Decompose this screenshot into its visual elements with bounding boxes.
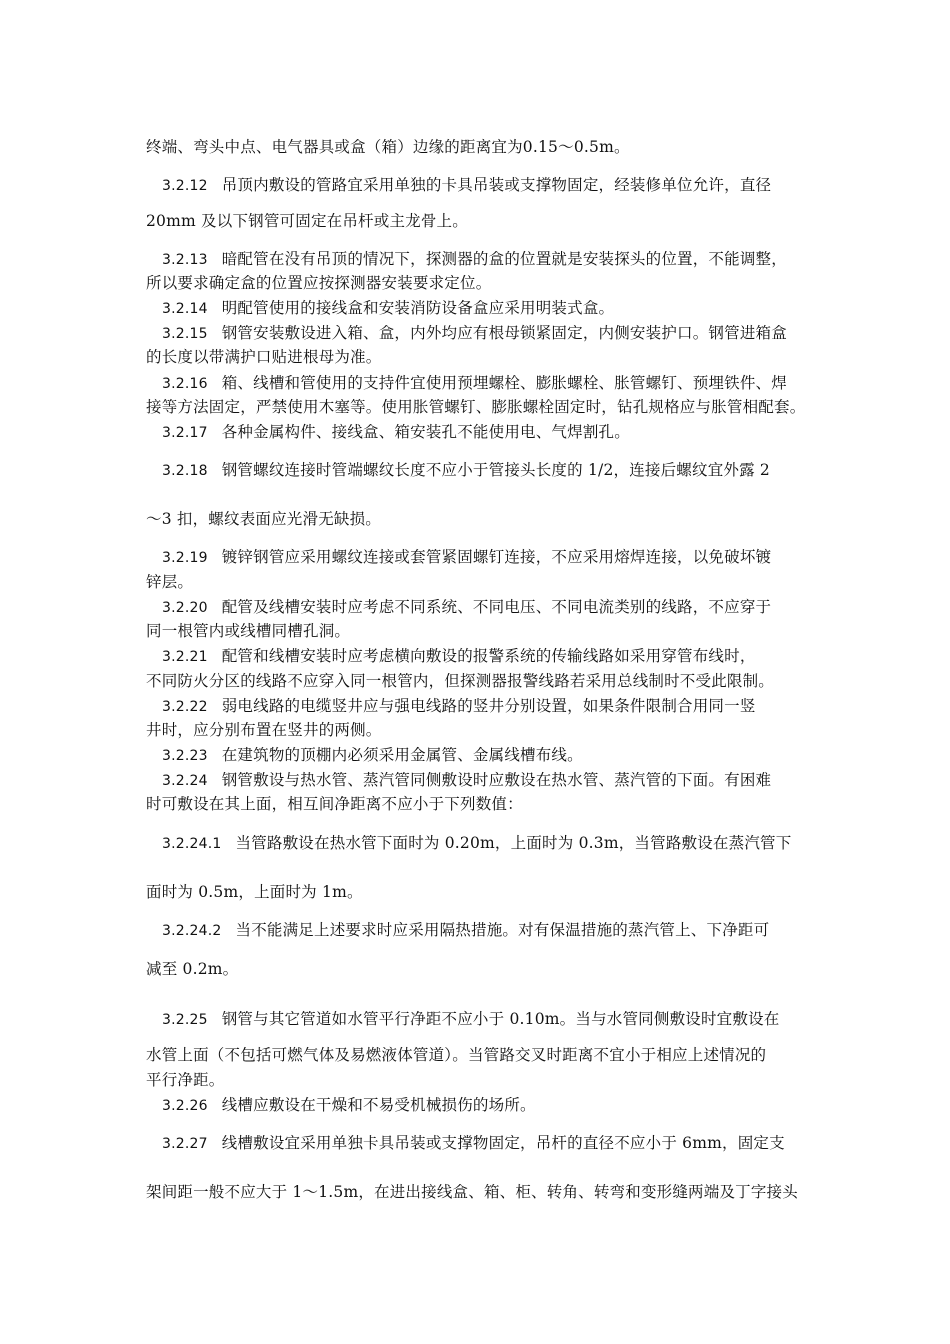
clause-number: 3.2.22 (162, 699, 208, 715)
clause-3-2-16: 3.2.16 箱、线槽和管使用的支持件宜使用预埋螺栓、膨胀螺栓、胀管螺钉、预埋铁件、焊 (162, 374, 787, 392)
clause-3-2-14: 3.2.14 明配管使用的接线盒和安装消防设备盒应采用明装式盒。 (162, 299, 615, 317)
clause-number: 3.2.17 (162, 425, 208, 441)
clause-number: 3.2.15 (162, 326, 208, 342)
text-line: 平行净距。 (146, 1071, 225, 1089)
clause-3-2-17: 3.2.17 各种金属构件、接线盒、箱安装孔不能使用电、气焊割孔。 (162, 423, 630, 441)
clause-3-2-21: 3.2.21 配管和线槽安装时应考虑横向敷设的报警系统的传输线路如采用穿管布线时， (162, 647, 756, 665)
text-line: 锌层。 (146, 573, 194, 591)
text-line: 20mm 及以下钢管可固定在吊杆或主龙骨上。 (146, 212, 468, 230)
clause-3-2-13: 3.2.13 暗配管在没有吊顶的情况下，探测器的盒的位置就是安装探头的位置，不能调整， (162, 250, 787, 268)
clause-number: 3.2.25 (162, 1012, 208, 1028)
clause-3-2-24-1: 3.2.24.1 当管路敷设在热水管下面时为 0.20m，上面时为 0.3m，当管路敷设在蒸汽管下 (162, 834, 792, 852)
clause-number: 3.2.18 (162, 463, 208, 479)
clause-3-2-27: 3.2.27 线槽敷设宜采用单独卡具吊装或支撑物固定，吊杆的直径不应小于 6mm，固定支 (162, 1134, 785, 1152)
clause-number: 3.2.12 (162, 178, 208, 194)
text-line: 面时为 0.5m，上面时为 1m。 (146, 883, 363, 901)
clause-3-2-24-2: 3.2.24.2 当不能满足上述要求时应采用隔热措施。对有保温措施的蒸汽管上、下净距可 (162, 921, 770, 939)
clause-number: 3.2.24.1 (162, 836, 222, 852)
clause-3-2-18: 3.2.18 钢管螺纹连接时管端螺纹长度不应小于管接头长度的 1/2，连接后螺纹宜外露 2 (162, 461, 770, 479)
text-line: 架间距一般不应大于 1～1.5m，在进出接线盒、箱、柜、转角、转弯和变形缝两端及丁字接头 (146, 1183, 798, 1201)
text-line: 接等方法固定，严禁使用木塞等。使用胀管螺钉、膨胀螺栓固定时，钻孔规格应与胀管相配套。 (146, 398, 806, 416)
clause-3-2-22: 3.2.22 弱电线路的电缆竖井应与强电线路的竖井分别设置，如果条件限制合用同一竖 (162, 697, 756, 715)
clause-number: 3.2.27 (162, 1136, 208, 1152)
clause-3-2-23: 3.2.23 在建筑物的顶棚内必须采用金属管、金属线槽布线。 (162, 746, 583, 764)
clause-3-2-12: 3.2.12 吊顶内敷设的管路宜采用单独的卡具吊装或支撑物固定，经装修单位允许，直径 (162, 176, 772, 194)
clause-number: 3.2.20 (162, 600, 208, 616)
clause-number: 3.2.21 (162, 649, 208, 665)
text-line: 时可敷设在其上面，相互间净距离不应小于下列数值： (146, 795, 523, 813)
clause-3-2-24: 3.2.24 钢管敷设与热水管、蒸汽管同侧敷设时应敷设在热水管、蒸汽管的下面。有困难 (162, 771, 772, 789)
text-line: ～3 扣，螺纹表面应光滑无缺损。 (146, 510, 381, 528)
clause-3-2-26: 3.2.26 线槽应敷设在干燥和不易受机械损伤的场所。 (162, 1096, 536, 1114)
clause-number: 3.2.23 (162, 748, 208, 764)
clause-number: 3.2.19 (162, 550, 208, 566)
text-line: 水管上面（不包括可燃气体及易燃液体管道）。当管路交叉时距离不宜小于相应上述情况的 (146, 1046, 767, 1064)
text-line: 同一根管内或线槽同槽孔洞。 (146, 622, 351, 640)
text-line: 井时，应分别布置在竖井的两侧。 (146, 721, 382, 739)
text-line: 不同防火分区的线路不应穿入同一根管内，但探测器报警线路若采用总线制时不受此限制。 (146, 672, 775, 690)
text-line: 减至 0.2m。 (146, 960, 239, 978)
clause-number: 3.2.14 (162, 301, 208, 317)
clause-number: 3.2.24 (162, 773, 208, 789)
text-line: 终端、弯头中点、电气器具或盒（箱）边缘的距离宜为0.15～0.5m。 (146, 138, 630, 156)
clause-number: 3.2.16 (162, 376, 208, 392)
clause-number: 3.2.24.2 (162, 923, 222, 939)
clause-number: 3.2.26 (162, 1098, 208, 1114)
clause-number: 3.2.13 (162, 252, 208, 268)
clause-3-2-20: 3.2.20 配管及线槽安装时应考虑不同系统、不同电压、不同电流类别的线路，不应穿于 (162, 598, 772, 616)
clause-3-2-15: 3.2.15 钢管安装敷设进入箱、盒，内外均应有根母锁紧固定，内侧安装护口。钢管进箱盒 (162, 324, 787, 342)
text-line: 所以要求确定盒的位置应按探测器安装要求定位。 (146, 274, 492, 292)
clause-3-2-25: 3.2.25 钢管与其它管道如水管平行净距不应小于 0.10m。当与水管同侧敷设时宜敷设在 (162, 1010, 780, 1028)
text-line: 的长度以带满护口贴进根母为准。 (146, 348, 382, 366)
clause-3-2-19: 3.2.19 镀锌钢管应采用螺纹连接或套管紧固螺钉连接，不应采用熔焊连接，以免破坏镀 (162, 548, 772, 566)
